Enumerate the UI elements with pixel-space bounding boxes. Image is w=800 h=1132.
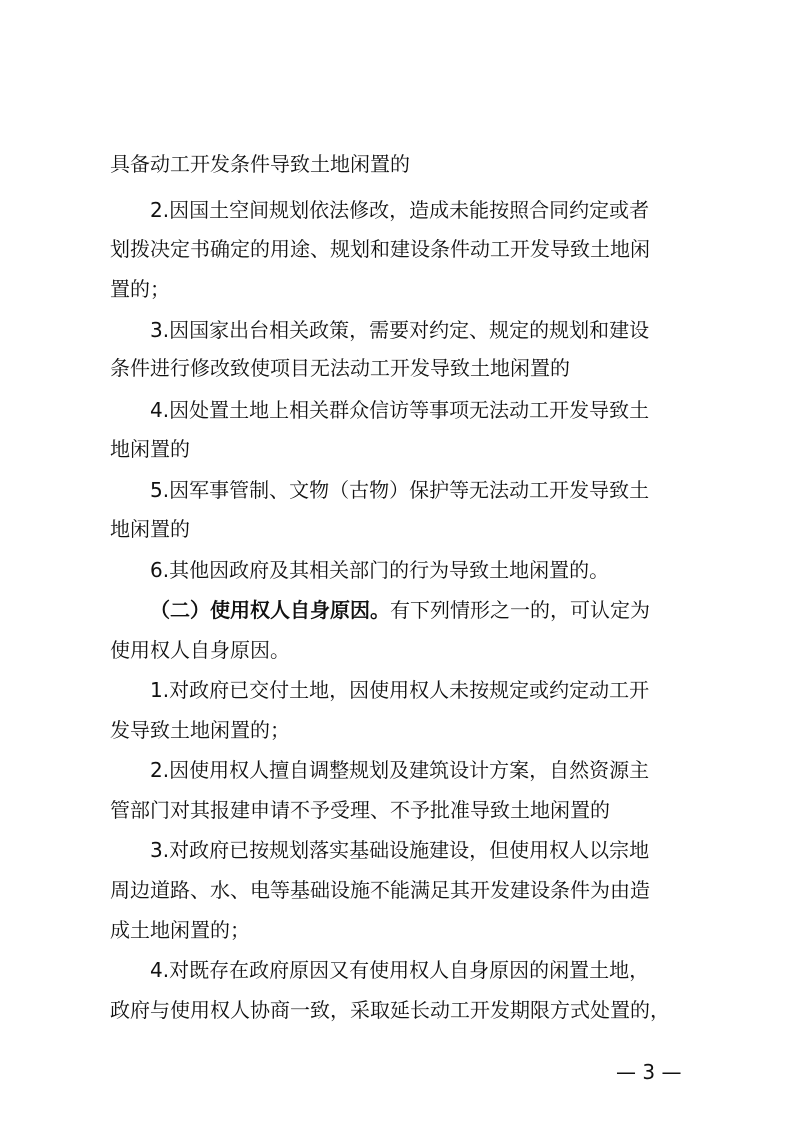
text-line-11: 6.其他因政府及其相关部门的行为导致土地闲置的。 — [150, 558, 610, 582]
text-line-2: 2.因国土空间规划依法修改，造成未能按照合同约定或者 — [150, 198, 650, 222]
text-line-21: 4.对既存在政府原因又有使用权人自身原因的闲置土地， — [150, 958, 650, 982]
text-line-9: 5.因军事管制、文物（古物）保护等无法动工开发导致土 — [150, 478, 650, 502]
text-line-1: 具备动工开发条件导致土地闲置的 — [110, 152, 410, 176]
text-line-17: 管部门对其报建申请不予受理、不予批准导致土地闲置的 — [110, 798, 610, 822]
text-line-5: 3.因国家出台相关政策，需要对约定、规定的规划和建设 — [150, 318, 650, 342]
section-intro: 有下列情形之一的，可认定为 — [390, 598, 650, 622]
text-line-22: 政府与使用权人协商一致，采取延长动工开发期限方式处置的， — [110, 998, 670, 1022]
text-line-8: 地闲置的 — [110, 437, 190, 461]
text-line-12 — [150, 598, 650, 622]
text-line-13: 使用权人自身原因。 — [110, 638, 290, 662]
text-line-10: 地闲置的 — [110, 517, 190, 541]
text-line-6: 条件进行修改致使项目无法动工开发导致土地闲置的 — [110, 356, 570, 380]
text-line-15: 发导致土地闲置的； — [110, 718, 290, 742]
text-line-7: 4.因处置土地上相关群众信访等事项无法动工开发导致土 — [150, 398, 650, 422]
text-line-3: 划拨决定书确定的用途、规划和建设条件动工开发导致土地闲 — [110, 237, 650, 261]
text-line-19: 周边道路、水、电等基础设施不能满足其开发建设条件为由造 — [110, 878, 650, 902]
text-line-16: 2.因使用权人擅自调整规划及建筑设计方案，自然资源主 — [150, 758, 650, 782]
text-line-4: 置的； — [110, 277, 170, 301]
page-number: — 3 — — [616, 1060, 682, 1084]
section-heading: （二）使用权人自身原因。 — [150, 598, 390, 622]
text-line-20: 成土地闲置的； — [110, 918, 250, 942]
text-line-18: 3.对政府已按规划落实基础设施建设，但使用权人以宗地 — [150, 838, 650, 862]
text-line-14: 1.对政府已交付土地，因使用权人未按规定或约定动工开 — [150, 678, 650, 702]
